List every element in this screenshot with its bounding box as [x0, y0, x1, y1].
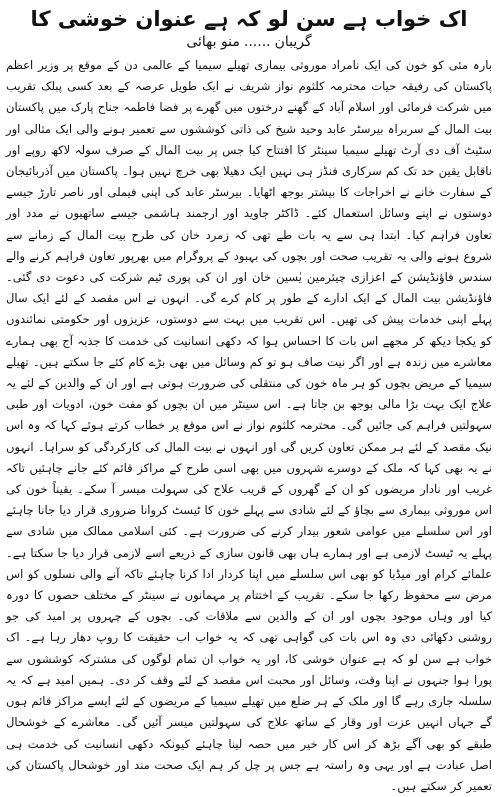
- column-headline: اک خواب ہے سن لو کہ ہے عنوان خوشی کا: [30, 7, 468, 31]
- byline-separator: ......: [243, 34, 271, 50]
- author-name: منو بھائی: [186, 34, 240, 50]
- byline: [6, 33, 492, 51]
- column-name: گریبان: [274, 34, 312, 50]
- column-body: بارہ مئی کو خون کی ایک نامراد موروثی بیماری تھیلے سیمیا کے عالمی دن کے موقع پر وزیر اعظم پاکستان کی رفیقہ حیات محترمہ کلثوم نواز شریف نے ایک طویل عرصہ کے بعد کسی پبلک تقریب میں شرکت فرمائی اور اسلام آباد کے گھنے درختوں میں گھرے پر فضا فاطمہ جناح پارک میں پاکستان بیت المال کے سربراہ بیرسٹر عابد وحید شیخ کی ذاتی کوششوں سے تعمیر ہونے والی ایک مثالی اور سٹیٹ آف دی آرٹ تھیلے سیمیا سینٹر کا افتتاح کیا جس پر بیت المال کے صرف سولہ لاکھ روپے اور ناقابل یقین حد تک کم سرکاری فنڈز ہی نہیں ایک دھیلا بھی خرچ نہیں ہوا۔ پاکستان میں آذربائیجان کے سفارت خانے نے اخراجات کا بیشتر بوجھ اٹھایا۔ بیرسٹر عابد کی اپنی فیملی اور ناصر تارڑ جیسے دوستوں نے اپنے وسائل استعمال کئے۔ ڈاکٹر جاوید اور ارجمند ہاشمی جیسے ساتھیوں نے مدد اور تعاون فراہم کیا۔ ابتدا ہی سے یہ بات طے تھی کہ زمرد خان کی طرح بیت المال کے زمانے سے شروع ہونے والی یہ تقریب صحت اور بچوں کی بہبود کے پروگرام میں بھرپور تعاون فراہم کرنے والے سندس فاؤنڈیشن کے اعزازی چیئرمین یٰسین خان اور ان کی پوری ٹیم شرکت کی دعوت دی گئی۔ فاؤنڈیشن بیت المال کے ایک ادارے کے طور پر کام کرے گی۔ انہوں نے اس مقصد کے لئے ایک سال پہلے اپنی خدمات پیش کی تھیں۔ اس تقریب میں بہت سے دوستوں، عزیزوں اور حکومتی نمائندوں کو یکجا دیکھ کر مجھے اس بات کا احساس ہوا کہ دکھی انسانیت کی خدمت کا جذبہ آج بھی ہمارے معاشرے میں زندہ ہے اور اگر نیت صاف ہو تو کم وسائل میں بھی بڑے کام کئے جا سکتے ہیں۔ تھیلے سیمیا کے مریض بچوں کو ہر ماہ خون کی منتقلی کی ضرورت ہوتی ہے اور ان کے والدین کے لئے یہ علاج ایک بہت بڑا مالی بوجھ بن جاتا ہے۔ اس سینٹر میں ان بچوں کو مفت خون، ادویات اور طبی سہولتیں فراہم کی جائیں گی۔ محترمہ کلثوم نواز نے اس موقع پر خطاب کرتے ہوئے کہا کہ وہ اس نیک مقصد کے لئے ہر ممکن تعاون کریں گی اور انہوں نے بیت المال کی کارکردگی کو سراہا۔ انہوں نے یہ بھی کہا کہ ملک کے دوسرے شہروں میں بھی اسی طرح کے مراکز قائم کئے جانے چاہئیں تاکہ غریب اور نادار مریضوں کو ان کے گھروں کے قریب علاج کی سہولت میسر آ سکے۔ یقیناً خون کی اس موروثی بیماری سے بچاؤ کے لئے شادی سے پہلے خون کا ٹیسٹ کروانا ضروری قرار دیا جانا چاہئے اور اس سلسلے میں عوامی شعور بیدار کرنے کی ضرورت ہے۔ کئی اسلامی ممالک میں شادی سے پہلے یہ ٹیسٹ لازمی ہے اور ہمارے ہاں بھی قانون سازی کے ذریعے اسے لازمی قرار دیا جا سکتا ہے۔ علمائے کرام اور میڈیا کو بھی اس سلسلے میں اپنا کردار ادا کرنا چاہئے تاکہ آنے والی نسلوں کو اس مرض سے محفوظ رکھا جا سکے۔ تقریب کے اختتام پر مہمانوں نے سینٹر کے مختلف حصوں کا دورہ کیا اور وہاں موجود بچوں اور ان کے والدین سے ملاقات کی۔ بچوں کے چہروں پر امید کی جو روشنی دکھائی دی وہ اس بات کی گواہی تھی کہ یہ خواب اب حقیقت کا روپ دھار رہا ہے۔ اک خواب ہے سن لو کہ ہے عنوان خوشی کا، اور یہ خواب ان تمام لوگوں کی مشترکہ کوششوں سے پورا ہوا جنہوں نے اپنا وقت، وسائل اور محبت اس مقصد کے لئے وقف کر دی۔ ہمیں امید ہے کہ یہ سلسلہ جاری رہے گا اور ملک کے ہر ضلع میں تھیلے سیمیا کے مریضوں کے لئے ایسے مراکز قائم ہوں گے جہاں انہیں عزت اور وقار کے ساتھ علاج کی سہولتیں میسر آئیں گی۔ معاشرے کے خوشحال طبقے کو بھی آگے بڑھ کر اس کار خیر میں حصہ لینا چاہئے کیونکہ دکھی انسانیت کی خدمت ہی اصل عبادت ہے اور یہی وہ راستہ ہے جس پر چل کر ہم ایک صحت مند اور خوشحال پاکستان کی تعمیر کر سکتے ہیں۔: [6, 58, 492, 793]
